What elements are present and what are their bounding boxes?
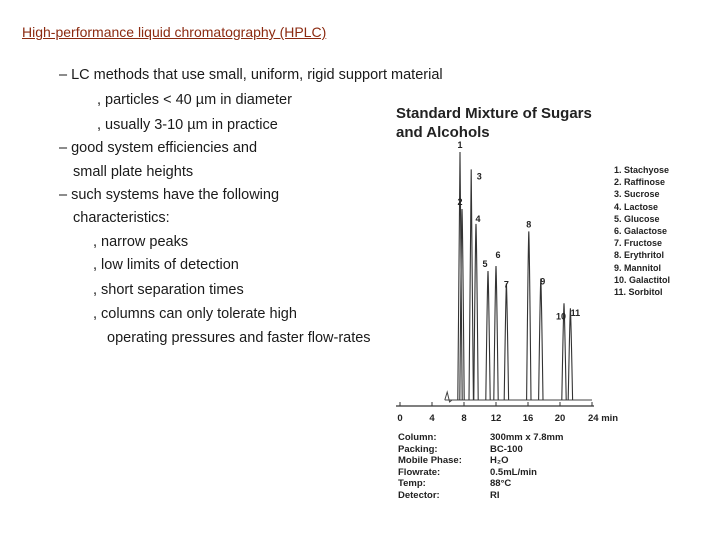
peak-label: 6: [495, 250, 501, 261]
peak-3: [469, 169, 473, 400]
condition-value: BC-100: [490, 443, 523, 455]
peak-9: [539, 276, 546, 400]
x-tick-label: 16: [522, 413, 534, 424]
peak-label: 5: [482, 259, 488, 270]
peak-label: 4: [475, 213, 481, 224]
peak-label: 2: [457, 197, 463, 208]
legend-item: 10. Galactitol: [614, 274, 671, 285]
legend-item: 9. Mannitol: [614, 262, 661, 273]
text-line-10: , short separation times: [93, 282, 244, 298]
condition-label: Detector:: [398, 489, 440, 501]
text-line-9: , low limits of detection: [93, 257, 239, 273]
condition-value: RI: [490, 489, 500, 501]
peak-legend: [614, 164, 670, 298]
text-line-4: – good system efficiencies and: [59, 140, 258, 156]
text-line-11: , columns can only tolerate high: [93, 306, 297, 322]
legend-item: 1. Stachyose: [614, 165, 670, 175]
peak-label: 8: [526, 219, 532, 230]
legend-item: 8. Erythritol: [614, 250, 665, 261]
peak-11: [568, 308, 572, 400]
condition-label: Packing:: [398, 443, 438, 455]
peak-label: 9: [540, 276, 546, 287]
condition-row: [398, 444, 563, 456]
peak-label: 3: [476, 171, 482, 182]
condition-row: [398, 467, 563, 479]
condition-row: [398, 478, 563, 490]
condition-value: 0.5mL/min: [490, 466, 537, 478]
figure-title-line-2: and Alcohols: [396, 124, 490, 141]
peak-5: [486, 271, 490, 400]
legend-item: 2. Raffinose: [614, 177, 666, 188]
condition-value: 300mm x 7.8mm: [490, 432, 564, 443]
text-line-8: , narrow peaks: [93, 234, 189, 250]
peak-label: 11: [570, 308, 581, 319]
legend-item: 3. Sucrose: [614, 189, 660, 200]
legend-item: 4. Lactose: [614, 201, 659, 212]
condition-label: Mobile Phase:: [398, 455, 462, 466]
text-line-6: – such systems have the following: [59, 187, 280, 203]
x-tick-label: 12: [490, 413, 502, 424]
condition-label: Flowrate:: [398, 466, 441, 478]
condition-row: [398, 490, 563, 502]
text-line-5: small plate heights: [73, 164, 194, 180]
peak-label: 10: [555, 311, 567, 322]
condition-label: Column:: [398, 432, 437, 443]
run-conditions: [398, 432, 563, 501]
peak-6: [494, 266, 498, 400]
condition-value: 88°C: [490, 478, 512, 489]
x-tick-label: 4: [429, 413, 435, 424]
condition-row: [398, 455, 563, 467]
x-tick-label: 8: [461, 413, 467, 424]
x-tick-label: 20: [554, 413, 566, 424]
condition-label: Temp:: [398, 478, 426, 489]
text-line-1: – LC methods that use small, uniform, rigid support material: [59, 67, 443, 83]
text-line-3: , usually 3-10 µm in practice: [97, 117, 278, 133]
x-tick-label: 0: [397, 413, 403, 424]
condition-value: H₂O: [490, 455, 509, 466]
figure-title-line-1: Standard Mixture of Sugars: [396, 105, 592, 122]
text-line-12: operating pressures and faster flow-rates: [107, 330, 371, 346]
legend-item: 5. Glucose: [614, 213, 660, 224]
legend-item: 11. Sorbitol: [614, 287, 663, 298]
slide-title: High-performance liquid chromatography (HPLC): [22, 24, 327, 40]
peak-7: [504, 283, 508, 400]
peak-4: [474, 224, 478, 400]
text-line-2: , particles < 40 µm in diameter: [97, 92, 292, 108]
peak-label: 1: [457, 140, 463, 150]
condition-row: [398, 432, 563, 444]
x-tick-label: 24 min: [588, 413, 619, 424]
legend-item: 7. Fructose: [614, 238, 663, 249]
legend-item: 6. Galactose: [614, 226, 668, 237]
text-line-7: characteristics:: [73, 210, 170, 226]
peak-label: 7: [503, 279, 509, 290]
peak-8: [527, 231, 531, 400]
